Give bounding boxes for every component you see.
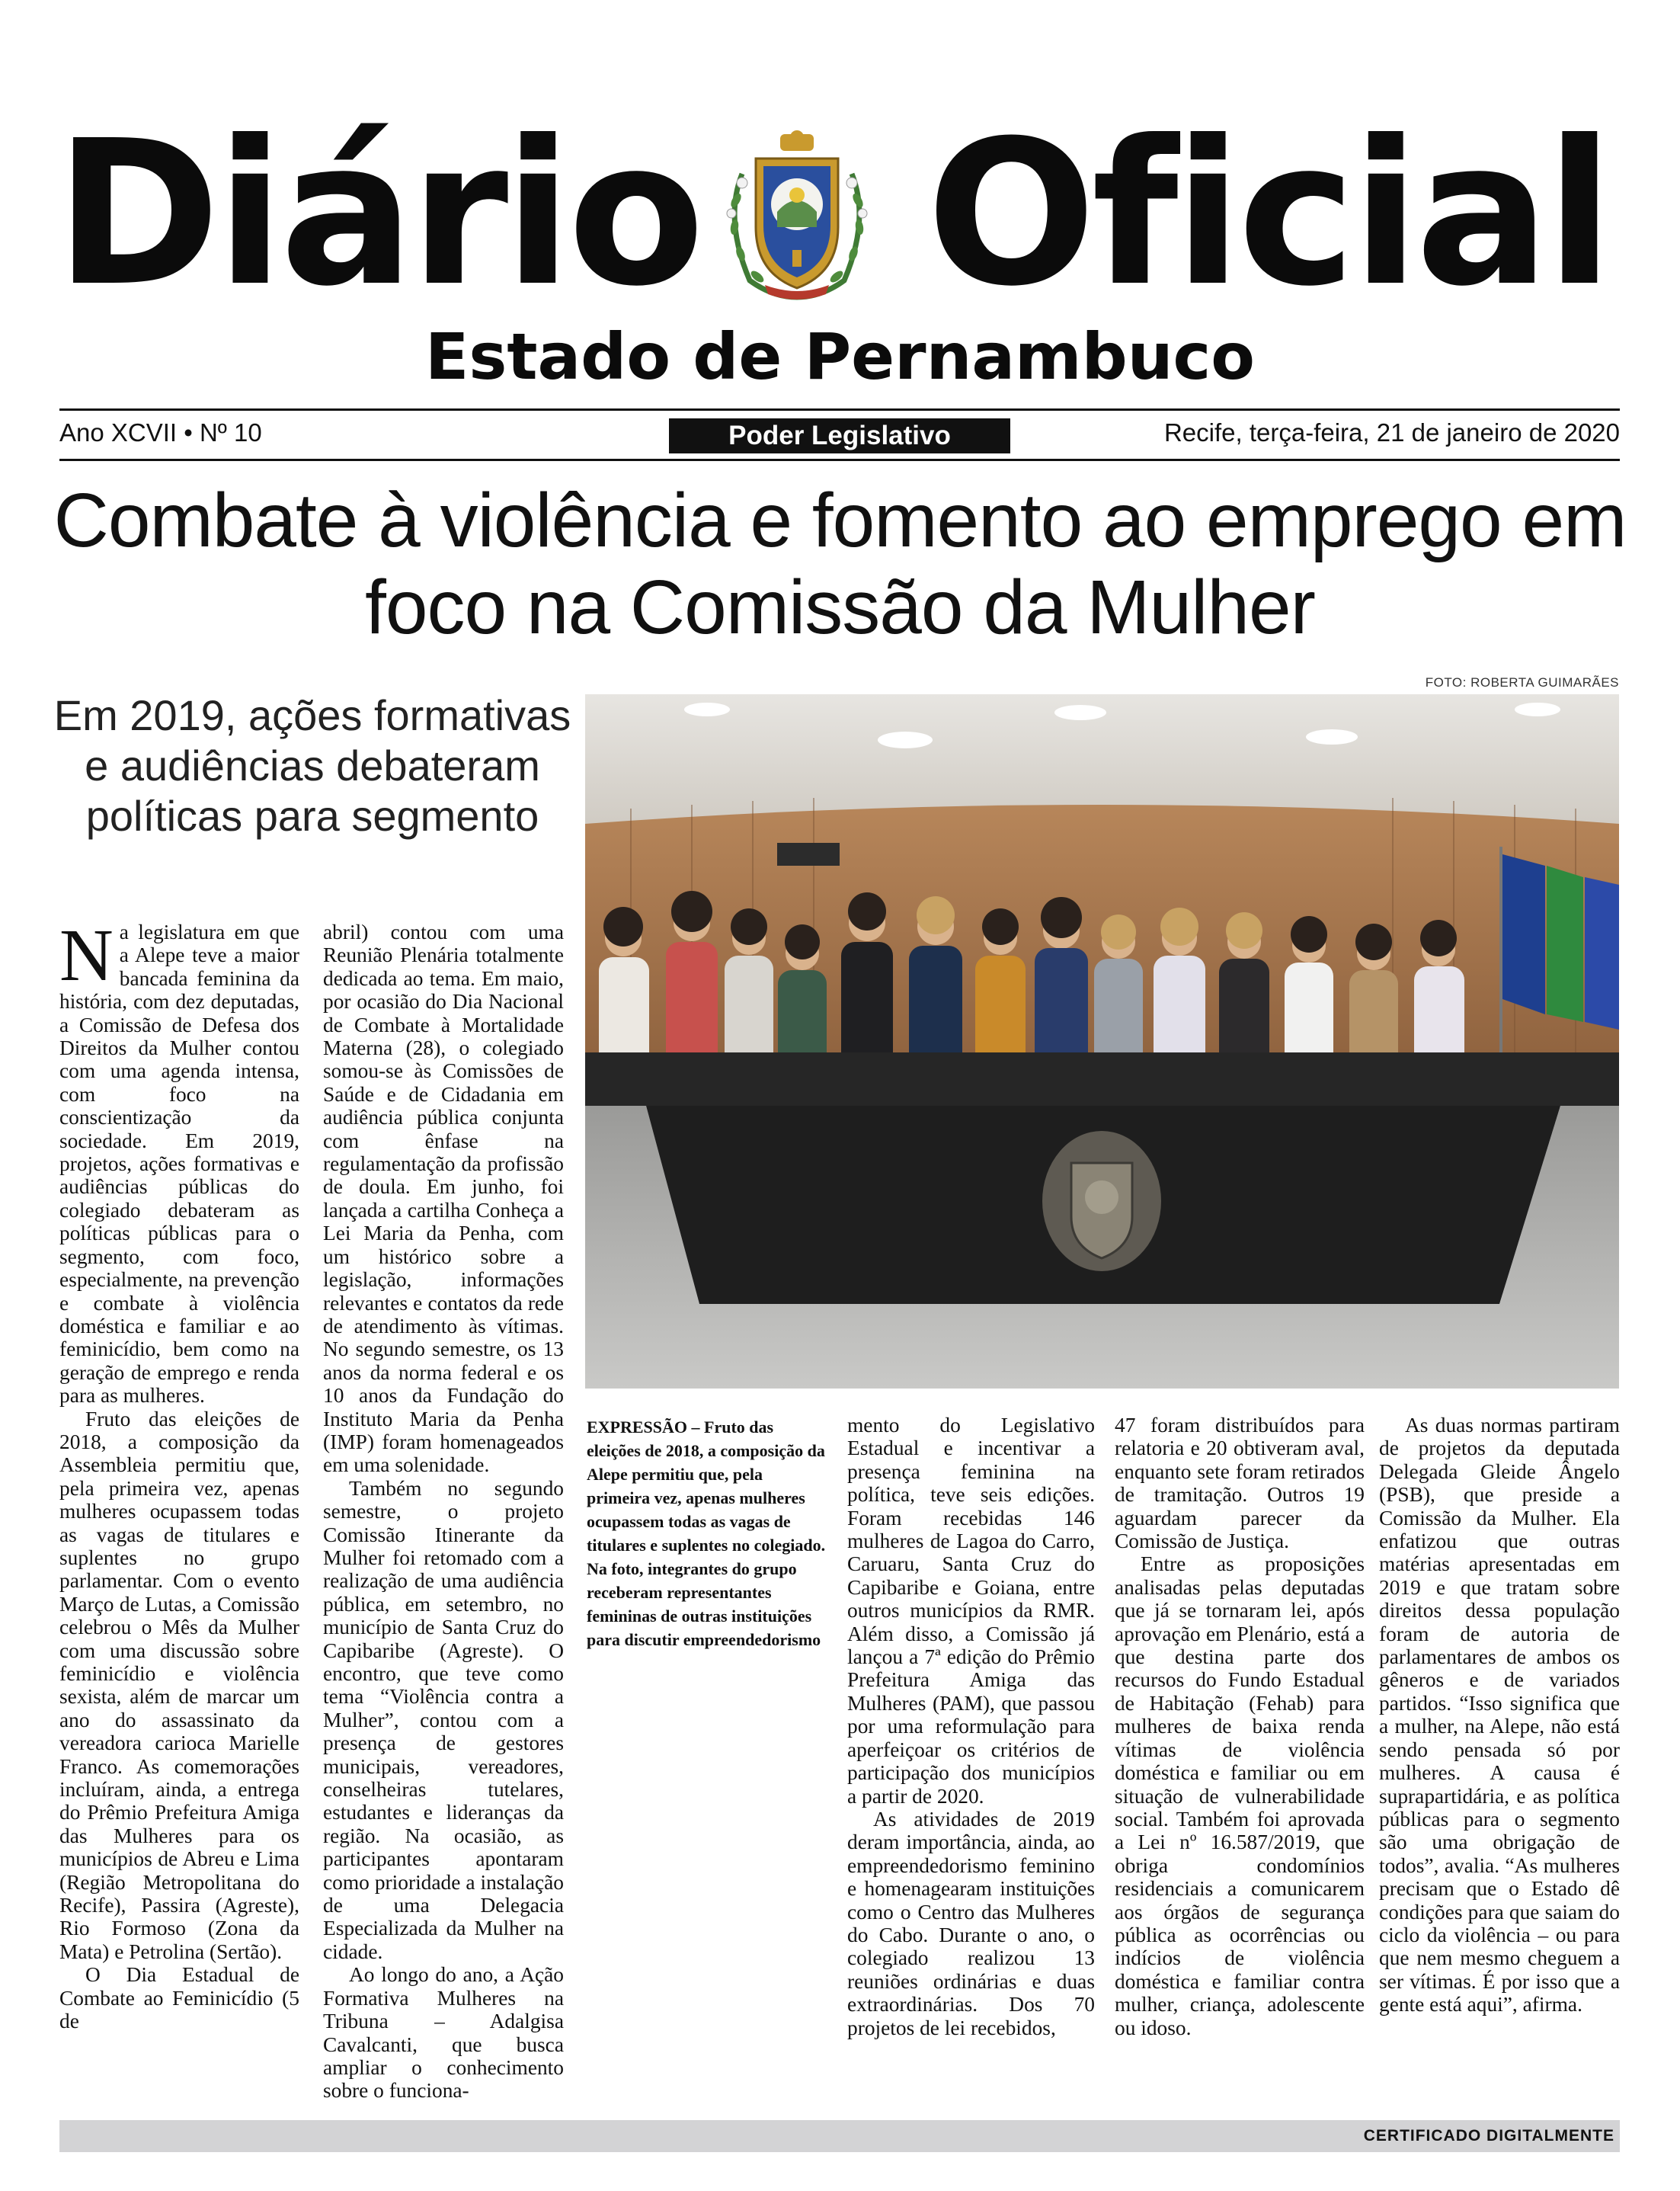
section-label: Poder Legislativo	[669, 418, 1010, 453]
photo-credit: FOTO: ROBERTA GUIMARÃES	[1425, 675, 1619, 690]
column-4-paragraph-1: mento do Legislativo Estadual e incentivar a presença feminina na política, teve seis edições. Foram recebidas 146 mulheres de Lagoa do Carro, Caruaru, Santa Cruz do Capibaribe e Goiana, entre outros municípios da RMR. Além disso, a Comissão já lançou a 7ª edição do Prêmio Prefeitura Amiga das Mulheres (PAM), que passou por uma reformulação para aperfeiçoar os critérios de participação dos municípios a partir de 2020.	[847, 1414, 1095, 1808]
dropcap-letter: N	[59, 915, 114, 997]
masthead-bottom-rule	[59, 459, 1620, 461]
column-4-paragraph-2: As atividades de 2019 deram importância, ainda, ao empreendedorismo feminino e homenagearam instituições como o Centro das Mulheres do Cabo. Durante o ano, o colegiado realizou 13 reuniões ordinárias e duas extraordinárias. Dos 70 projetos de lei recebidos,	[847, 1807, 1095, 2039]
masthead-top-rule	[59, 408, 1620, 411]
dateline: Recife, terça-feira, 21 de janeiro de 2020	[1163, 418, 1620, 447]
masthead-title-left: Diário	[55, 98, 701, 330]
article-column-2	[323, 921, 564, 2103]
digital-certificate-label: CERTIFICADO DIGITALMENTE	[1363, 2127, 1614, 2145]
photo-caption	[587, 1415, 829, 1651]
masthead-title-right: Oficial	[926, 98, 1610, 330]
masthead-subtitle: Estado de Pernambuco	[424, 319, 1256, 394]
article-headline: Combate à violência e fomento ao emprego em foco na Comissão da Mulher	[53, 478, 1627, 650]
article-column-5	[1115, 1414, 1365, 2100]
article-subhead: Em 2019, ações formativas e audiências debateram políticas para segmento	[53, 691, 571, 840]
column-1-paragraph-1: a legislatura em que a Alepe teve a maior bancada feminina da história, com dez deputadas, a Comissão de Defesa dos Direitos da Mulher contou com uma agenda intensa, com foco na conscientização da sociedade. Em 2019, projetos, ações formativas e audiências públicas do colegiado debateram as políticas públicas para o segmento, com foco, especialmente, na prevenção e combate à violência doméstica e familiar e ao feminicídio, bem como na geração de emprego e renda para as mulheres.	[59, 921, 299, 1408]
column-1-paragraph-3: O Dia Estadual de Combate ao Feminicídio (5 de	[59, 1963, 299, 2033]
caption-text: Fruto das eleições de 2018, a composição da Alepe permitiu que, pela primeira vez, apenas mulheres ocupassem todas as vagas de titulares e suplentes no colegiado. Na foto, integrantes do grupo receberam representantes femininas de outras instituições para discutir empreendedorismo	[587, 1417, 826, 1649]
group-photo-image	[585, 694, 1619, 1389]
issue-number: Ano XCVII • Nº 10	[59, 418, 262, 447]
article-column-6	[1379, 1414, 1620, 2100]
column-2-paragraph-2: Também no segundo semestre, o projeto Comissão Itinerante da Mulher foi retomado com a realização de uma audiência pública, em setembro, no município de Santa Cruz do Capibaribe (Agreste). O encontro, que teve como tema “Violência contra a Mulher”, contou com a presença de gestores municipais, vereadores, conselheiras tutelares, estudantes e lideranças da região. Na ocasião, as participantes apontaram como prioridade a instalação de uma Delegacia Especializada da Mulher na cidade.	[323, 1476, 564, 1963]
column-1-paragraph-2: Fruto das eleições de 2018, a composição da Assembleia permitiu que, pela primeira vez, apenas mulheres ocupassem todas as vagas de titulares e suplentes no grupo parlamentar. Com o evento Março de Lutas, a Comissão celebrou o Mês da Mulher com uma discussão sobre feminicídio e violência sexista, além de marcar um ano do assassinato da vereadora carioca Marielle Franco. As comemorações incluíram, ainda, a entrega do Prêmio Prefeitura Amiga das Mulheres para os municípios de Abreu e Lima (Região Metropolitana do Recife), Passira (Agreste), Rio Formoso (Zona da Mata) e Petrolina (Sertão).	[59, 1407, 299, 1963]
coat-of-arms-icon	[719, 128, 875, 303]
column-5-paragraph-1: 47 foram distribuídos para relatoria e 20 obtiveram aval, enquanto sete foram retirados de tramitação. Outros 19 aguardam parecer da Comissão de Justiça.	[1115, 1414, 1365, 1553]
article-column-1	[59, 915, 299, 2098]
article-column-4	[847, 1414, 1095, 2100]
column-5-paragraph-2: Entre as proposições analisadas pelas deputadas que já se tornaram lei, após aprovação em Plenário, está a que destina parte dos recursos do Fundo Estadual de Habitação (Fehab) para mulheres de baixa renda vítimas de violência doméstica e familiar ou em situação de vulnerabilidade social. Também foi aprovada a Lei nº 16.587/2019, que obriga condomínios residenciais a comunicarem aos órgãos de segurança pública as ocorrências ou indícios de violência doméstica e familiar contra mulher, criança, adolescente ou idoso.	[1115, 1552, 1365, 2039]
column-2-paragraph-1: abril) contou com uma Reunião Plenária totalmente dedicada ao tema. Em maio, por ocasião do Dia Nacional de Combate à Mortalidade Materna (28), o colegiado somou-se às Comissões de Saúde e de Cidadania em audiência pública conjunta com ênfase na regulamentação da profissão de doula. Em junho, foi lançada a cartilha Conheça a Lei Maria da Penha, com um histórico sobre a legislação, informações relevantes e contatos da rede de atendimento às vítimas. No segundo semestre, os 13 anos da norma federal e os 10 anos da Fundação do Instituto Maria da Penha (IMP) foram homenageados em uma solenidade.	[323, 921, 564, 1477]
column-6-paragraph-1: As duas normas partiram de projetos da deputada Delegada Gleide Ângelo (PSB), que preside a Comissão da Mulher. Ela enfatizou que outras matérias apresentadas em 2019 e que tratam sobre direitos dessa população foram de autoria de parlamentares de ambos os gêneros e de variados partidos. “Isso significa que a mulher, na Alepe, não está sendo pensada só por mulheres. A causa é suprapartidária, e as política públicas para o segmento são uma obrigação de todos”, avalia. “As mulheres precisam que o Estado dê condições para que saiam do ciclo da violência – ou para que nem mesmo cheguem a ser vítimas. É por isso que a gente está aqui”, afirma.	[1379, 1414, 1620, 2016]
caption-lead: EXPRESSÃO –	[587, 1417, 705, 1437]
column-2-paragraph-3: Ao longo do ano, a Ação Formativa Mulheres na Tribuna – Adalgisa Cavalcanti, que busca ampliar o conhecimento sobre o funciona-	[323, 1963, 564, 2103]
